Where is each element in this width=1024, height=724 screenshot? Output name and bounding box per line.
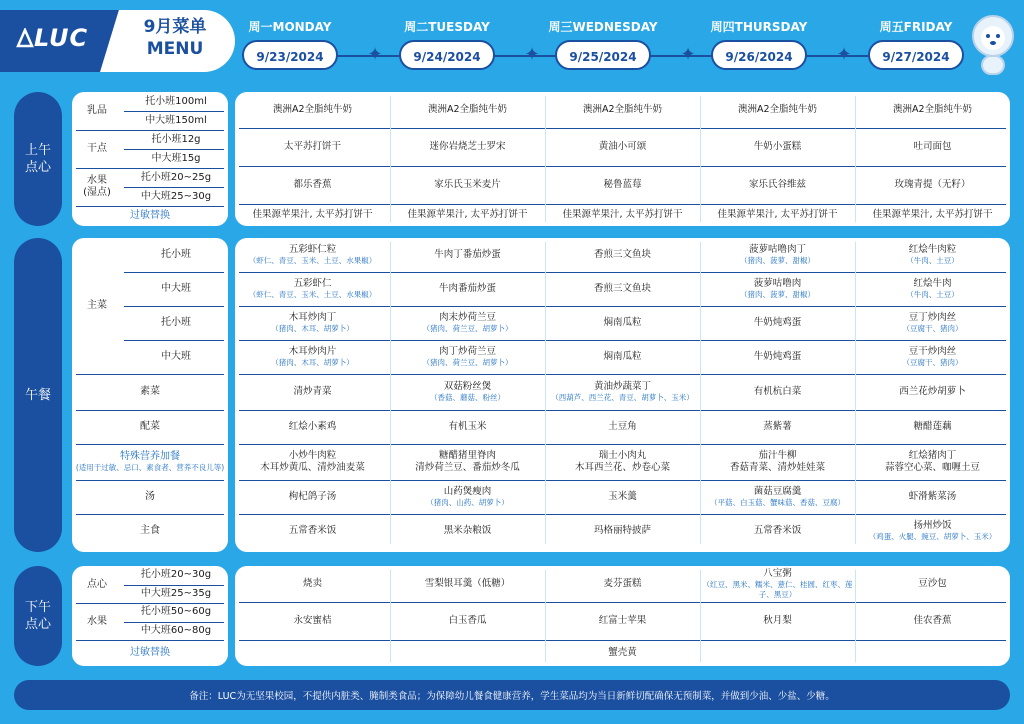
dish-ingredients: （鸡蛋、火腿、豌豆、胡萝卜、玉米） bbox=[868, 532, 997, 541]
menu-cell bbox=[390, 166, 545, 204]
menu-cell bbox=[235, 480, 390, 514]
menu-cell bbox=[855, 340, 1010, 374]
dish-ingredients: （红豆、黑米、糯米、薏仁、桂圆、红枣、莲子、黑豆） bbox=[702, 580, 853, 599]
menu-cell bbox=[700, 92, 855, 128]
dish-name: 肉丁炒荷兰豆 bbox=[438, 346, 496, 357]
menu-cell bbox=[390, 514, 545, 548]
dish-ingredients: （猪肉、山药、胡萝卜） bbox=[426, 498, 509, 507]
afternoon-menu-panel bbox=[235, 566, 1010, 666]
portion-label: 中大班60~80g bbox=[140, 624, 212, 636]
menu-cell bbox=[390, 374, 545, 410]
dish-name: 焖南瓜粒 bbox=[603, 351, 642, 362]
column-divider bbox=[545, 96, 546, 222]
footer-note bbox=[14, 680, 1010, 710]
dish-name: 太平苏打饼干 bbox=[283, 141, 341, 152]
column-divider bbox=[390, 96, 391, 222]
menu-cell bbox=[545, 514, 700, 548]
menu-cell bbox=[545, 128, 700, 166]
dish-ingredients: （猪肉、荷兰豆、胡萝卜） bbox=[422, 358, 513, 367]
lion-mascot-icon bbox=[968, 14, 1018, 76]
menu-cell bbox=[700, 444, 855, 480]
category-name: 水果 bbox=[87, 615, 107, 627]
menu-cell bbox=[545, 306, 700, 340]
menu-cell bbox=[855, 444, 1010, 480]
dish-name: 都乐香蕉 bbox=[293, 179, 332, 190]
dish-name: 永安蜜桔 bbox=[293, 615, 332, 626]
dish-ingredients: （西葫芦、西兰花、青豆、胡萝卜、玉米） bbox=[551, 393, 694, 402]
menu-cell bbox=[855, 514, 1010, 548]
dish-name: 有机杭白菜 bbox=[753, 386, 802, 397]
day-name: 周三WEDNESDAY bbox=[548, 20, 658, 34]
menu-cell bbox=[700, 410, 855, 444]
dish-name: 麦芬蛋糕 bbox=[603, 578, 642, 589]
dish-name: 肉末炒荷兰豆 bbox=[438, 312, 496, 323]
portion-label: 托小班 bbox=[161, 317, 191, 328]
menu-cell bbox=[235, 444, 390, 480]
dish-name: 有机玉米 bbox=[448, 421, 487, 432]
category-name: 主食 bbox=[140, 525, 160, 536]
menu-cell bbox=[855, 480, 1010, 514]
allergy-replacement-label: 过敏替换 bbox=[130, 647, 170, 658]
dish-name: 香煎三文鱼块 bbox=[593, 283, 651, 294]
dish-name: 香煎三文鱼块 bbox=[593, 249, 651, 260]
menu-cell bbox=[390, 444, 545, 480]
portion-label: 中大班15g bbox=[151, 152, 201, 164]
menu-cell bbox=[235, 514, 390, 548]
dish-ingredients: （豆腐干、猪肉） bbox=[902, 358, 963, 367]
menu-cell bbox=[700, 340, 855, 374]
menu-cell bbox=[855, 306, 1010, 340]
menu-cell bbox=[235, 128, 390, 166]
dish-name: 扬州炒饭 bbox=[913, 520, 952, 531]
category-name: 点心 bbox=[87, 578, 107, 590]
column-divider bbox=[855, 242, 856, 544]
menu-cell bbox=[855, 238, 1010, 272]
menu-cell bbox=[855, 204, 1010, 226]
dish-name: 黄油小可颂 bbox=[598, 141, 647, 152]
menu-cell bbox=[390, 238, 545, 272]
dish-name: 玉米羹 bbox=[608, 491, 637, 502]
portion-label: 中大班 bbox=[161, 351, 191, 362]
menu-cell bbox=[235, 238, 390, 272]
menu-cell bbox=[545, 92, 700, 128]
dish-ingredients: （虾仁、青豆、玉米、土豆、水果椒） bbox=[248, 290, 377, 299]
dish-name: 枸杞鸽子汤 bbox=[288, 491, 337, 502]
dish-name: 澳洲A2全脂纯牛奶 bbox=[737, 104, 818, 115]
dish-ingredients: （猪肉、木耳、胡萝卜） bbox=[271, 358, 354, 367]
menu-cell bbox=[545, 566, 700, 602]
dish-ingredients: （猪肉、菠萝、甜椒） bbox=[740, 256, 815, 265]
portion-label: 中大班 bbox=[161, 283, 191, 294]
menu-cell bbox=[390, 92, 545, 128]
dish-name: 佳果源苹果汁, 太平苏打饼干 bbox=[562, 209, 683, 220]
category-name: 干点 bbox=[87, 143, 107, 154]
dish-name: 虾滑紫菜汤 bbox=[908, 491, 957, 502]
dish-name: 迷你岩烧芝士罗宋 bbox=[429, 141, 506, 152]
menu-cell bbox=[700, 272, 855, 306]
category-name: 配菜 bbox=[140, 421, 160, 432]
dish-name: 吐司面包 bbox=[913, 141, 952, 152]
day-name: 周二TUESDAY bbox=[404, 20, 490, 34]
menu-cell bbox=[390, 602, 545, 640]
dish-ingredients: （猪肉、荷兰豆、胡萝卜） bbox=[422, 324, 513, 333]
dish-name: 红烩猪肉丁 蒜蓉空心菜、咖喱土豆 bbox=[884, 450, 980, 473]
portion-label: 托小班20~25g bbox=[140, 171, 212, 183]
menu-cell bbox=[390, 128, 545, 166]
menu-cell bbox=[390, 566, 545, 602]
star-icon: ✦ bbox=[367, 44, 383, 65]
menu-cell bbox=[390, 340, 545, 374]
star-icon: ✦ bbox=[680, 44, 696, 65]
menu-cell bbox=[545, 444, 700, 480]
dish-name: 牛肉番茄炒蛋 bbox=[438, 283, 496, 294]
menu-cell bbox=[390, 272, 545, 306]
afternoon-category-panel bbox=[72, 566, 228, 666]
day-date: 9/25/2024 bbox=[555, 40, 651, 70]
menu-cell bbox=[700, 566, 855, 602]
menu-cell bbox=[855, 128, 1010, 166]
dish-name: 澳洲A2全脂纯牛奶 bbox=[582, 104, 663, 115]
menu-cell bbox=[700, 128, 855, 166]
dish-name: 佳果源苹果汁, 太平苏打饼干 bbox=[717, 209, 838, 220]
menu-title bbox=[130, 16, 220, 60]
menu-cell bbox=[545, 166, 700, 204]
menu-cell bbox=[700, 480, 855, 514]
morning-category-panel bbox=[72, 92, 228, 226]
dish-name: 瑞士小肉丸 木耳西兰花、炒卷心菜 bbox=[574, 450, 670, 473]
dish-name: 牛肉丁番茄炒蛋 bbox=[434, 249, 501, 260]
dish-ingredients: （平菇、白玉菇、蟹味菇、香菇、豆腐） bbox=[710, 498, 845, 507]
column-divider bbox=[545, 570, 546, 662]
dish-name: 佳果源苹果汁, 太平苏打饼干 bbox=[407, 209, 528, 220]
dish-name: 玛格丽特披萨 bbox=[593, 525, 651, 536]
column-divider bbox=[700, 570, 701, 662]
portion-label: 中大班25~35g bbox=[140, 587, 212, 599]
dish-name: 家乐氏玉米麦片 bbox=[434, 179, 501, 190]
dish-name: 黄油炒蔬菜丁 bbox=[593, 381, 651, 392]
footer-text: 备注：LUC为无坚果校园，不提供内脏类、腌制类食品；为保障幼儿餐食健康营养，学生菜品均为当日新鲜切配确保无预制菜，并做到少油、少盐、少糖。 bbox=[189, 691, 835, 702]
dish-name: 烧卖 bbox=[302, 578, 322, 589]
section-label-lunch: 午餐 bbox=[14, 238, 62, 552]
leaf-icon bbox=[16, 28, 34, 48]
menu-cell bbox=[390, 480, 545, 514]
menu-cell bbox=[545, 410, 700, 444]
dish-ingredients: （豆腐干、猪肉） bbox=[902, 324, 963, 333]
allergy-replacement-label: 过敏替换 bbox=[130, 210, 170, 221]
menu-cell bbox=[390, 204, 545, 226]
dish-name: 佳农香蕉 bbox=[913, 615, 952, 626]
section-label-afternoon: 下午 点心 bbox=[14, 566, 62, 666]
menu-cell bbox=[235, 566, 390, 602]
dish-name: 红烩牛肉 bbox=[913, 278, 952, 289]
dish-name: 五彩虾仁粒 bbox=[288, 244, 337, 255]
dish-name: 西兰花炒胡萝卜 bbox=[899, 386, 966, 397]
menu-cell bbox=[855, 602, 1010, 640]
menu-cell bbox=[235, 166, 390, 204]
category-name: 素菜 bbox=[140, 386, 160, 397]
menu-cell bbox=[390, 306, 545, 340]
dish-name: 五彩虾仁 bbox=[293, 278, 332, 289]
dish-name: 茄汁牛柳 香菇青菜、清炒娃娃菜 bbox=[729, 450, 825, 473]
special-meal-note: (适用于过敏、忌口、素食者、营养不良儿等) bbox=[75, 463, 225, 472]
column-divider bbox=[545, 242, 546, 544]
dish-ingredients: （猪肉、菠萝、甜椒） bbox=[740, 290, 815, 299]
day-name: 周四THURSDAY bbox=[710, 20, 808, 34]
dish-name: 牛奶炖鸡蛋 bbox=[753, 317, 802, 328]
column-divider bbox=[855, 570, 856, 662]
menu-cell bbox=[235, 306, 390, 340]
menu-cell bbox=[235, 640, 390, 666]
lunch-category-panel bbox=[72, 238, 228, 552]
portion-label: 托小班12g bbox=[151, 133, 201, 145]
logo-text: LUC bbox=[34, 24, 89, 52]
dish-ingredients: （香菇、蘑菇、粉丝） bbox=[430, 393, 505, 402]
dish-name: 秋月梨 bbox=[763, 615, 792, 626]
menu-cell bbox=[545, 204, 700, 226]
dish-name: 红烩小素鸡 bbox=[288, 421, 337, 432]
dish-name: 白玉香瓜 bbox=[448, 615, 487, 626]
star-icon: ✦ bbox=[524, 44, 540, 65]
dish-name: 黑米杂粮饭 bbox=[443, 525, 492, 536]
dish-name: 菌菇豆腐羹 bbox=[753, 486, 802, 497]
dish-name: 澳洲A2全脂纯牛奶 bbox=[892, 104, 973, 115]
dish-name: 红富士苹果 bbox=[598, 615, 647, 626]
dish-name: 豆丁炒肉丝 bbox=[908, 312, 957, 323]
menu-cell bbox=[545, 480, 700, 514]
dish-name: 五常香米饭 bbox=[753, 525, 802, 536]
day-name: 周五FRIDAY bbox=[879, 20, 953, 34]
menu-cell bbox=[235, 272, 390, 306]
day-name: 周一MONDAY bbox=[248, 20, 332, 34]
dish-name: 八宝粥 bbox=[763, 568, 792, 579]
menu-cell bbox=[545, 640, 700, 666]
menu-cell bbox=[545, 238, 700, 272]
dish-name: 小炒牛肉粒 木耳炒黄瓜、清炒油麦菜 bbox=[260, 450, 365, 473]
day-date: 9/27/2024 bbox=[868, 40, 964, 70]
dish-name: 豆沙包 bbox=[918, 578, 947, 589]
column-divider bbox=[700, 242, 701, 544]
category-name: 汤 bbox=[145, 491, 155, 502]
portion-label: 托小班50~60g bbox=[140, 606, 212, 618]
dish-name: 双菇粉丝煲 bbox=[443, 381, 492, 392]
menu-cell bbox=[700, 306, 855, 340]
dish-name: 糖醋猪里脊肉 清炒荷兰豆、番茄炒冬瓜 bbox=[415, 450, 520, 473]
dish-name: 蒸紫薯 bbox=[763, 421, 792, 432]
column-divider bbox=[390, 570, 391, 662]
menu-cell bbox=[545, 272, 700, 306]
menu-cell bbox=[700, 204, 855, 226]
menu-cell bbox=[855, 410, 1010, 444]
menu-cell bbox=[855, 272, 1010, 306]
menu-cell bbox=[235, 92, 390, 128]
dish-name: 菠萝咕噜肉 bbox=[753, 278, 802, 289]
star-icon: ✦ bbox=[836, 44, 852, 65]
category-name: 乳品 bbox=[87, 105, 107, 116]
dish-ingredients: （猪肉、木耳、胡萝卜） bbox=[271, 324, 354, 333]
dish-name: 豆干炒肉丝 bbox=[908, 346, 957, 357]
morning-menu-panel bbox=[235, 92, 1010, 226]
menu-cell bbox=[390, 640, 545, 666]
dish-name: 澳洲A2全脂纯牛奶 bbox=[272, 104, 353, 115]
menu-cell bbox=[545, 602, 700, 640]
dish-name: 红烩牛肉粒 bbox=[908, 244, 957, 255]
dish-name: 玫瑰青提（无籽） bbox=[894, 179, 971, 190]
menu-cell bbox=[545, 340, 700, 374]
menu-cell bbox=[855, 640, 1010, 666]
dish-name: 牛奶炖鸡蛋 bbox=[753, 351, 802, 362]
column-divider bbox=[390, 242, 391, 544]
menu-cell bbox=[855, 374, 1010, 410]
menu-cell bbox=[235, 374, 390, 410]
dish-name: 土豆角 bbox=[608, 421, 637, 432]
menu-cell bbox=[700, 374, 855, 410]
category-name bbox=[72, 444, 228, 480]
dish-name: 雪梨银耳羹（低糖） bbox=[424, 578, 511, 589]
menu-cell bbox=[700, 238, 855, 272]
menu-cell bbox=[235, 410, 390, 444]
section-label-morning: 上午 点心 bbox=[14, 92, 62, 226]
menu-cell bbox=[390, 410, 545, 444]
dish-name: 蟹壳黄 bbox=[608, 647, 637, 658]
portion-label: 托小班100ml bbox=[145, 95, 207, 107]
dish-name: 木耳炒肉片 bbox=[288, 346, 337, 357]
dish-ingredients: （牛肉、土豆） bbox=[906, 290, 959, 299]
menu-cell bbox=[700, 166, 855, 204]
day-date: 9/23/2024 bbox=[242, 40, 338, 70]
dish-name: 糖醋莲藕 bbox=[913, 421, 952, 432]
menu-cell bbox=[855, 92, 1010, 128]
dish-ingredients: （牛肉、土豆） bbox=[906, 256, 959, 265]
dish-name: 山药煲瘦肉 bbox=[443, 486, 492, 497]
menu-cell bbox=[545, 374, 700, 410]
dish-name: 佳果源苹果汁, 太平苏打饼干 bbox=[252, 209, 373, 220]
dish-name: 秘鲁蓝莓 bbox=[603, 179, 642, 190]
column-divider bbox=[700, 96, 701, 222]
dish-name: 家乐氏谷维兹 bbox=[748, 179, 806, 190]
dish-ingredients: （虾仁、青豆、玉米、土豆、水果椒） bbox=[248, 256, 377, 265]
dish-name: 牛奶小蛋糕 bbox=[753, 141, 802, 152]
dish-name: 五常香米饭 bbox=[288, 525, 337, 536]
portion-label: 托小班20~30g bbox=[140, 569, 212, 581]
category-name: 水果 (湿点) bbox=[83, 175, 111, 198]
dish-name: 木耳炒肉丁 bbox=[288, 312, 337, 323]
menu-cell bbox=[855, 166, 1010, 204]
lunch-menu-panel bbox=[235, 238, 1010, 552]
menu-cell bbox=[700, 514, 855, 548]
special-meal-title: 特殊营养加餐 bbox=[120, 451, 180, 462]
menu-cell bbox=[700, 640, 855, 666]
category-name: 主菜 bbox=[87, 300, 107, 311]
dish-name: 澳洲A2全脂纯牛奶 bbox=[427, 104, 508, 115]
portion-label: 中大班150ml bbox=[145, 114, 207, 126]
menu-cell bbox=[235, 204, 390, 226]
day-date: 9/26/2024 bbox=[711, 40, 807, 70]
logo bbox=[16, 24, 88, 52]
dish-name: 佳果源苹果汁, 太平苏打饼干 bbox=[872, 209, 993, 220]
dish-name: 焖南瓜粒 bbox=[603, 317, 642, 328]
portion-label: 中大班25~30g bbox=[140, 190, 212, 202]
menu-cell bbox=[235, 602, 390, 640]
column-divider bbox=[855, 96, 856, 222]
menu-cell bbox=[235, 340, 390, 374]
dish-name: 菠萝咕噜肉丁 bbox=[748, 244, 806, 255]
title-en: MENU bbox=[146, 39, 204, 59]
portion-label: 托小班 bbox=[161, 249, 191, 260]
dish-name: 清炒青菜 bbox=[293, 386, 332, 397]
menu-cell bbox=[855, 566, 1010, 602]
menu-cell bbox=[700, 602, 855, 640]
day-date: 9/24/2024 bbox=[399, 40, 495, 70]
title-cn: 9月菜单 bbox=[143, 17, 207, 37]
